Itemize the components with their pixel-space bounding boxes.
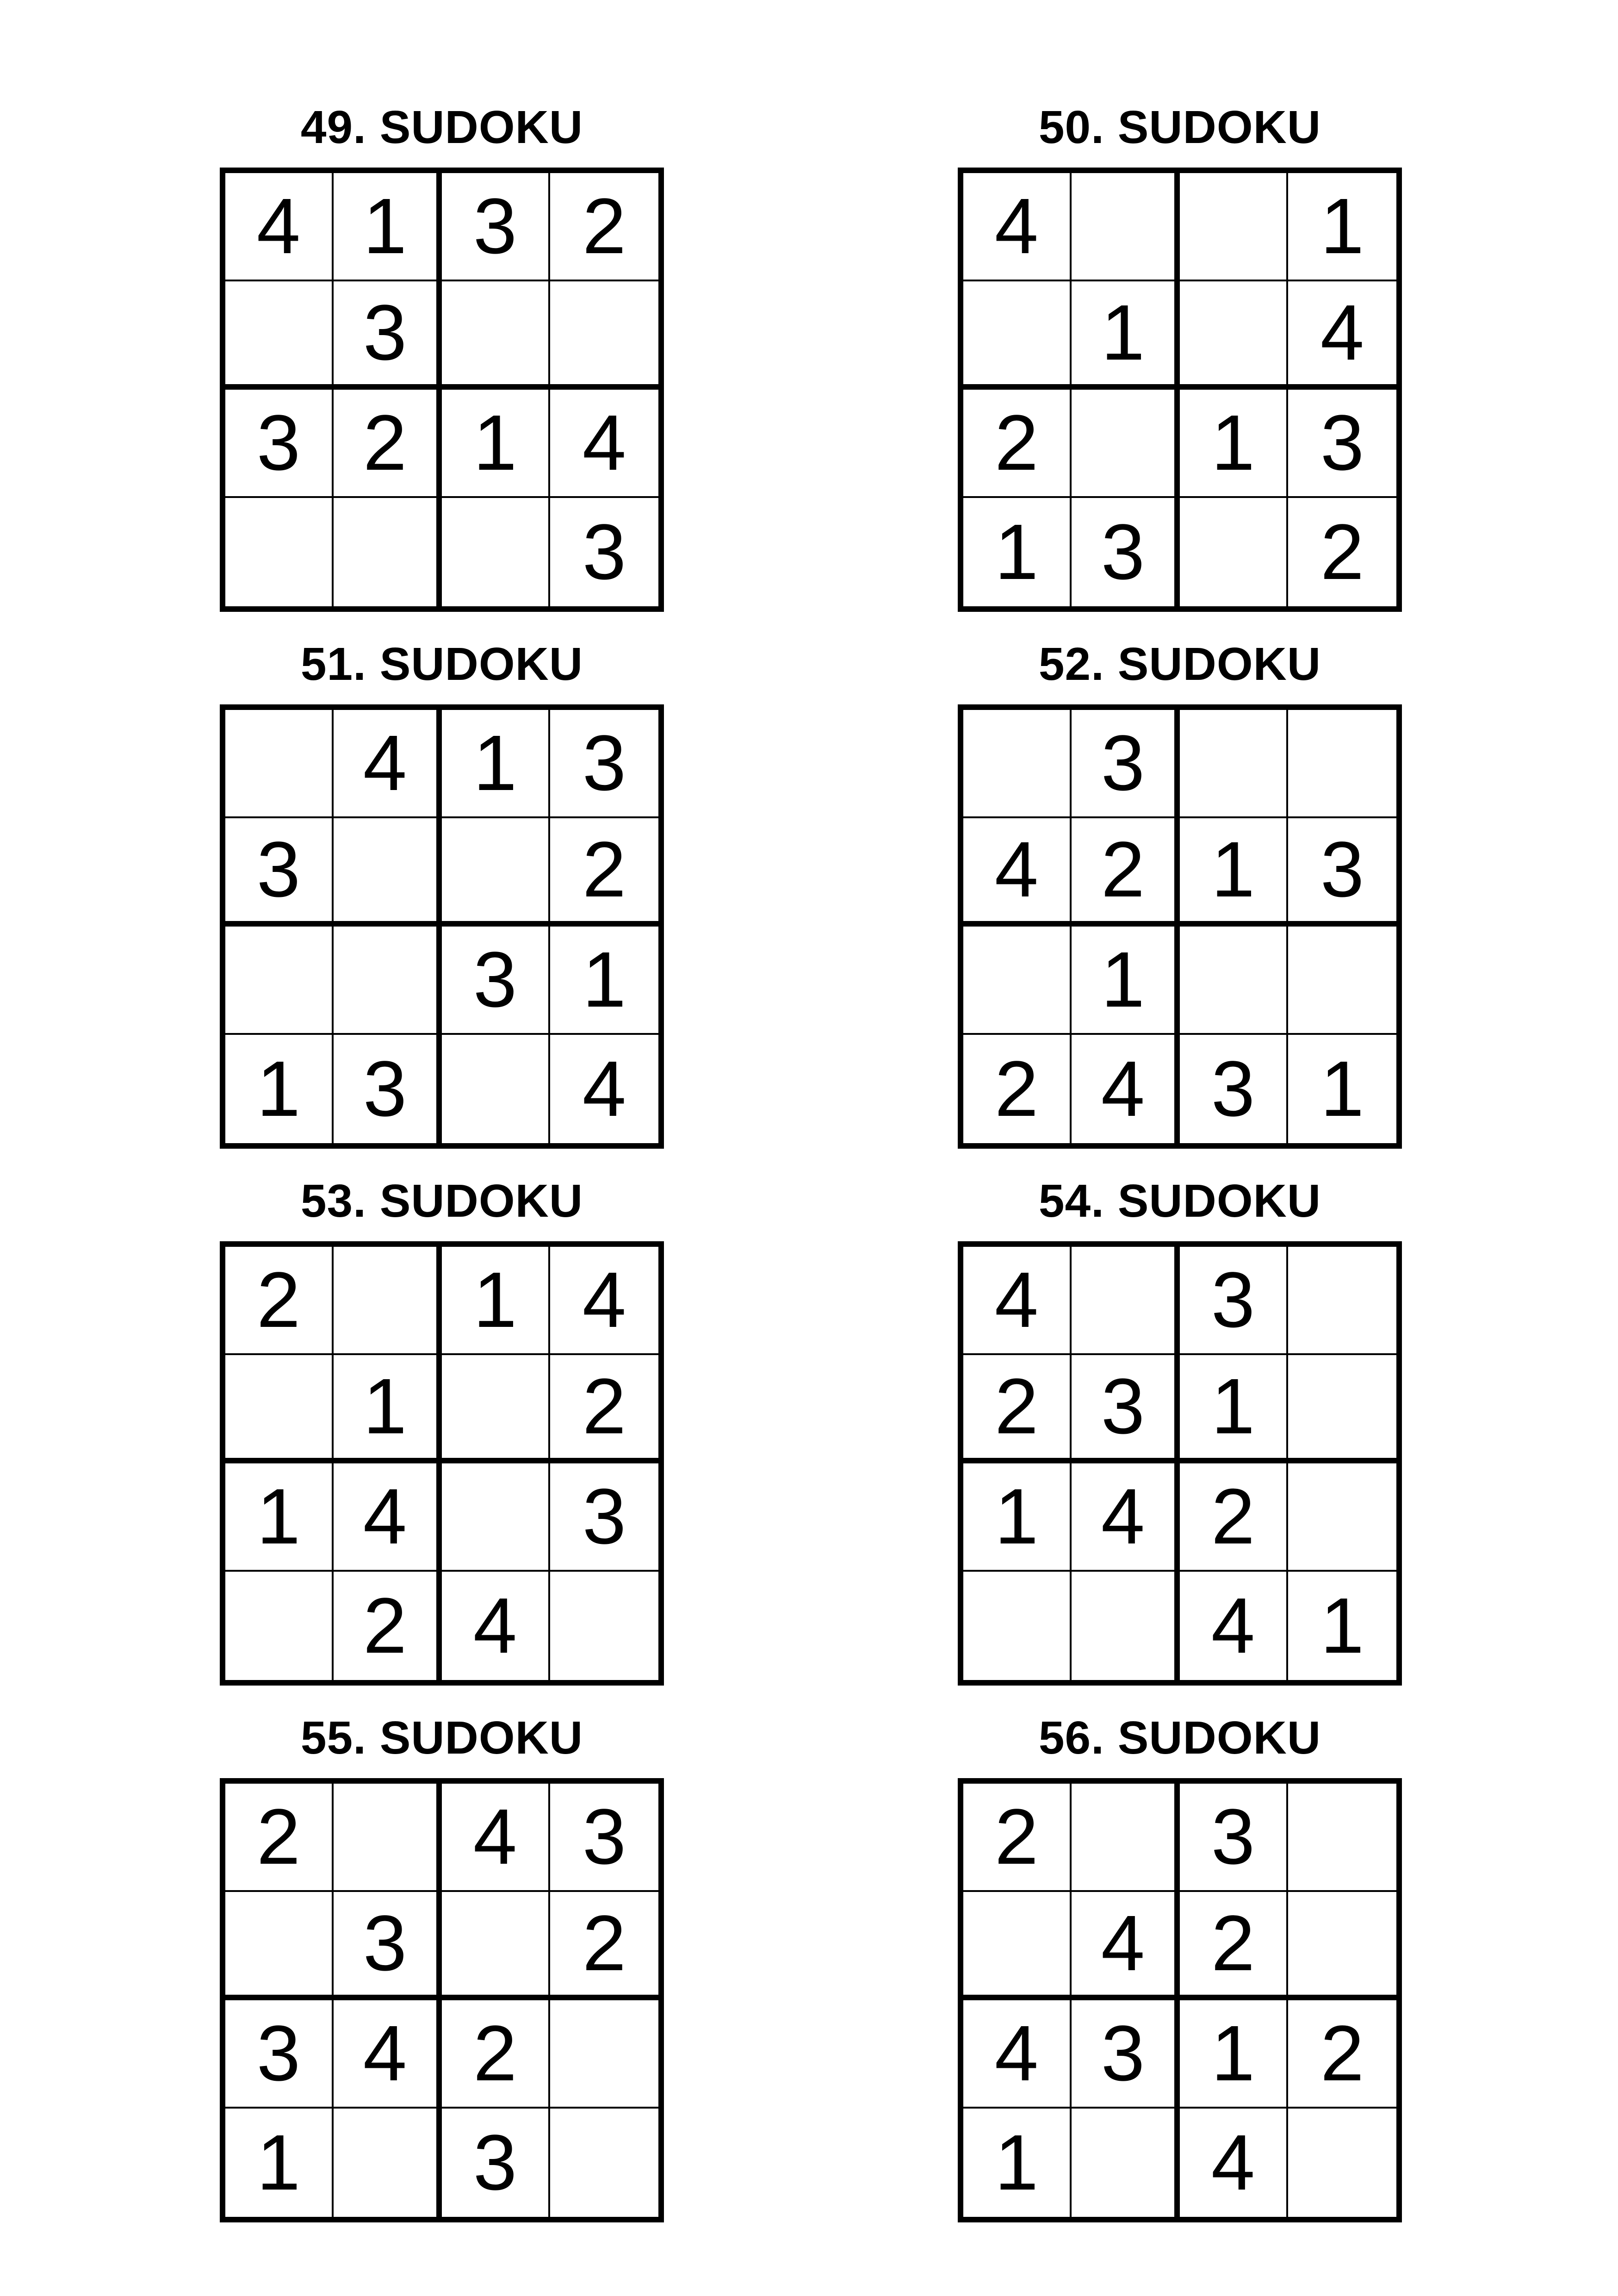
- empty-cell[interactable]: [1288, 1784, 1396, 1892]
- given-cell: 2: [963, 1355, 1072, 1463]
- given-cell: 3: [442, 173, 550, 281]
- given-cell: 1: [550, 927, 658, 1035]
- given-cell: 3: [1180, 1784, 1288, 1892]
- empty-cell[interactable]: [334, 1784, 442, 1892]
- puzzle-title: 56. SUDOKU: [1038, 1712, 1321, 1764]
- given-cell: 3: [442, 2109, 550, 2217]
- given-cell: 4: [1180, 2109, 1288, 2217]
- given-cell: 4: [1288, 281, 1396, 390]
- empty-cell[interactable]: [225, 281, 334, 390]
- given-cell: 4: [1180, 1572, 1288, 1680]
- given-cell: 2: [225, 1247, 334, 1355]
- given-cell: 4: [334, 2000, 442, 2109]
- given-cell: 3: [225, 2000, 334, 2109]
- given-cell: 2: [550, 1892, 658, 2000]
- given-cell: 2: [550, 1355, 658, 1463]
- given-cell: 4: [582, 1045, 626, 1133]
- given-cell: 3: [225, 818, 334, 927]
- given-cell: 1: [225, 1035, 334, 1143]
- empty-cell[interactable]: [442, 498, 550, 606]
- given-cell: 3: [1180, 1247, 1288, 1355]
- empty-cell[interactable]: [1180, 710, 1288, 818]
- empty-cell[interactable]: [963, 1572, 1072, 1680]
- empty-cell[interactable]: [963, 281, 1072, 390]
- given-cell: 1: [442, 1247, 550, 1355]
- given-cell: 4: [442, 1572, 550, 1680]
- empty-cell[interactable]: [1180, 498, 1288, 606]
- given-cell: 4: [334, 710, 442, 818]
- given-cell: 4: [550, 390, 658, 498]
- given-cell: 1: [1320, 1045, 1364, 1133]
- given-cell: 4: [1072, 1892, 1180, 2000]
- empty-cell[interactable]: [1072, 1247, 1180, 1355]
- given-cell: 4: [963, 173, 1072, 281]
- empty-cell[interactable]: [1072, 2109, 1180, 2217]
- empty-cell[interactable]: [225, 1892, 334, 2000]
- given-cell: 1: [1180, 1355, 1288, 1463]
- given-cell: 1: [442, 710, 550, 818]
- puzzle-title: 51. SUDOKU: [300, 638, 583, 690]
- sudoku-grid: [958, 704, 1402, 1149]
- given-cell: 1: [1180, 2000, 1288, 2109]
- puzzle-title: 54. SUDOKU: [1038, 1175, 1321, 1227]
- empty-cell[interactable]: [1288, 1463, 1396, 1572]
- empty-cell[interactable]: [963, 1892, 1072, 2000]
- given-cell: 1: [1072, 927, 1180, 1035]
- empty-cell[interactable]: [442, 1355, 550, 1463]
- empty-cell[interactable]: [550, 2000, 658, 2109]
- empty-cell[interactable]: [1072, 173, 1180, 281]
- sudoku-grid: [958, 1241, 1402, 1686]
- given-cell: 1: [1072, 281, 1180, 390]
- empty-cell[interactable]: [442, 818, 550, 927]
- puzzle-title: 49. SUDOKU: [300, 101, 583, 153]
- given-cell: 1: [963, 1463, 1072, 1572]
- given-cell: 3: [334, 281, 442, 390]
- empty-cell[interactable]: [334, 927, 442, 1035]
- given-cell: 2: [1320, 508, 1364, 596]
- given-cell: 1: [334, 1355, 442, 1463]
- empty-cell[interactable]: [442, 1463, 550, 1572]
- given-cell: 1: [225, 2109, 334, 2217]
- empty-cell[interactable]: [225, 710, 334, 818]
- empty-cell[interactable]: [1288, 710, 1396, 818]
- given-cell: 2: [334, 1572, 442, 1680]
- puzzle-title: 52. SUDOKU: [1038, 638, 1321, 690]
- given-cell: 4: [963, 2000, 1072, 2109]
- empty-cell[interactable]: [1180, 281, 1288, 390]
- given-cell: 1: [963, 2109, 1072, 2217]
- empty-cell[interactable]: [1180, 173, 1288, 281]
- given-cell: 3: [550, 710, 658, 818]
- sudoku-grid: [220, 168, 664, 612]
- empty-cell[interactable]: [550, 1572, 658, 1680]
- given-cell: 1: [963, 498, 1072, 606]
- sudoku-grid: [958, 168, 1402, 612]
- puzzle-title: 55. SUDOKU: [300, 1712, 583, 1764]
- given-cell: 1: [1320, 1582, 1364, 1670]
- puzzle-title: 53. SUDOKU: [300, 1175, 583, 1227]
- given-cell: 4: [963, 818, 1072, 927]
- empty-cell[interactable]: [1180, 927, 1288, 1035]
- given-cell: 3: [442, 927, 550, 1035]
- given-cell: 4: [225, 173, 334, 281]
- empty-cell[interactable]: [550, 2109, 658, 2217]
- given-cell: 2: [1180, 1463, 1288, 1572]
- empty-cell[interactable]: [334, 498, 442, 606]
- given-cell: 4: [550, 1247, 658, 1355]
- puzzle-title: 50. SUDOKU: [1038, 101, 1321, 153]
- sudoku-grid: [220, 1241, 664, 1686]
- given-cell: 3: [1072, 498, 1180, 606]
- given-cell: 2: [550, 173, 658, 281]
- given-cell: 2: [442, 2000, 550, 2109]
- given-cell: 3: [1072, 710, 1180, 818]
- empty-cell[interactable]: [1072, 1784, 1180, 1892]
- given-cell: 1: [1180, 390, 1288, 498]
- empty-cell[interactable]: [1072, 390, 1180, 498]
- empty-cell[interactable]: [334, 1247, 442, 1355]
- given-cell: 2: [1288, 2000, 1396, 2109]
- given-cell: 3: [1072, 2000, 1180, 2109]
- empty-cell[interactable]: [1072, 1572, 1180, 1680]
- empty-cell[interactable]: [1288, 1355, 1396, 1463]
- empty-cell[interactable]: [225, 1355, 334, 1463]
- empty-cell[interactable]: [963, 927, 1072, 1035]
- given-cell: 4: [1072, 1035, 1180, 1143]
- given-cell: 2: [963, 1035, 1072, 1143]
- given-cell: 2: [225, 1784, 334, 1892]
- given-cell: 2: [550, 818, 658, 927]
- given-cell: 2: [1072, 818, 1180, 927]
- empty-cell[interactable]: [442, 1035, 550, 1143]
- given-cell: 2: [963, 390, 1072, 498]
- given-cell: 3: [334, 1035, 442, 1143]
- given-cell: 2: [963, 1784, 1072, 1892]
- empty-cell[interactable]: [1288, 927, 1396, 1035]
- given-cell: 3: [1180, 1035, 1288, 1143]
- sudoku-grid: [958, 1778, 1402, 2222]
- given-cell: 1: [334, 173, 442, 281]
- empty-cell[interactable]: [334, 2109, 442, 2217]
- empty-cell[interactable]: [550, 281, 658, 390]
- empty-cell[interactable]: [1288, 1892, 1396, 2000]
- given-cell: 4: [334, 1463, 442, 1572]
- given-cell: 4: [1072, 1463, 1180, 1572]
- empty-cell[interactable]: [1288, 1247, 1396, 1355]
- given-cell: 1: [225, 1463, 334, 1572]
- given-cell: 3: [1288, 818, 1396, 927]
- given-cell: 3: [334, 1892, 442, 2000]
- empty-cell[interactable]: [963, 710, 1072, 818]
- empty-cell[interactable]: [225, 927, 334, 1035]
- given-cell: 3: [550, 1784, 658, 1892]
- given-cell: 3: [225, 390, 334, 498]
- empty-cell[interactable]: [225, 1572, 334, 1680]
- empty-cell[interactable]: [1288, 2109, 1396, 2217]
- given-cell: 3: [1288, 390, 1396, 498]
- given-cell: 4: [442, 1784, 550, 1892]
- empty-cell[interactable]: [334, 818, 442, 927]
- empty-cell[interactable]: [442, 281, 550, 390]
- sudoku-grid: [220, 704, 664, 1149]
- given-cell: 1: [1288, 173, 1396, 281]
- given-cell: 1: [442, 390, 550, 498]
- empty-cell[interactable]: [225, 498, 334, 606]
- given-cell: 3: [582, 508, 626, 596]
- given-cell: 2: [334, 390, 442, 498]
- given-cell: 1: [1180, 818, 1288, 927]
- given-cell: 2: [1180, 1892, 1288, 2000]
- given-cell: 4: [963, 1247, 1072, 1355]
- given-cell: 3: [1072, 1355, 1180, 1463]
- sudoku-grid: [220, 1778, 664, 2222]
- empty-cell[interactable]: [442, 1892, 550, 2000]
- given-cell: 3: [550, 1463, 658, 1572]
